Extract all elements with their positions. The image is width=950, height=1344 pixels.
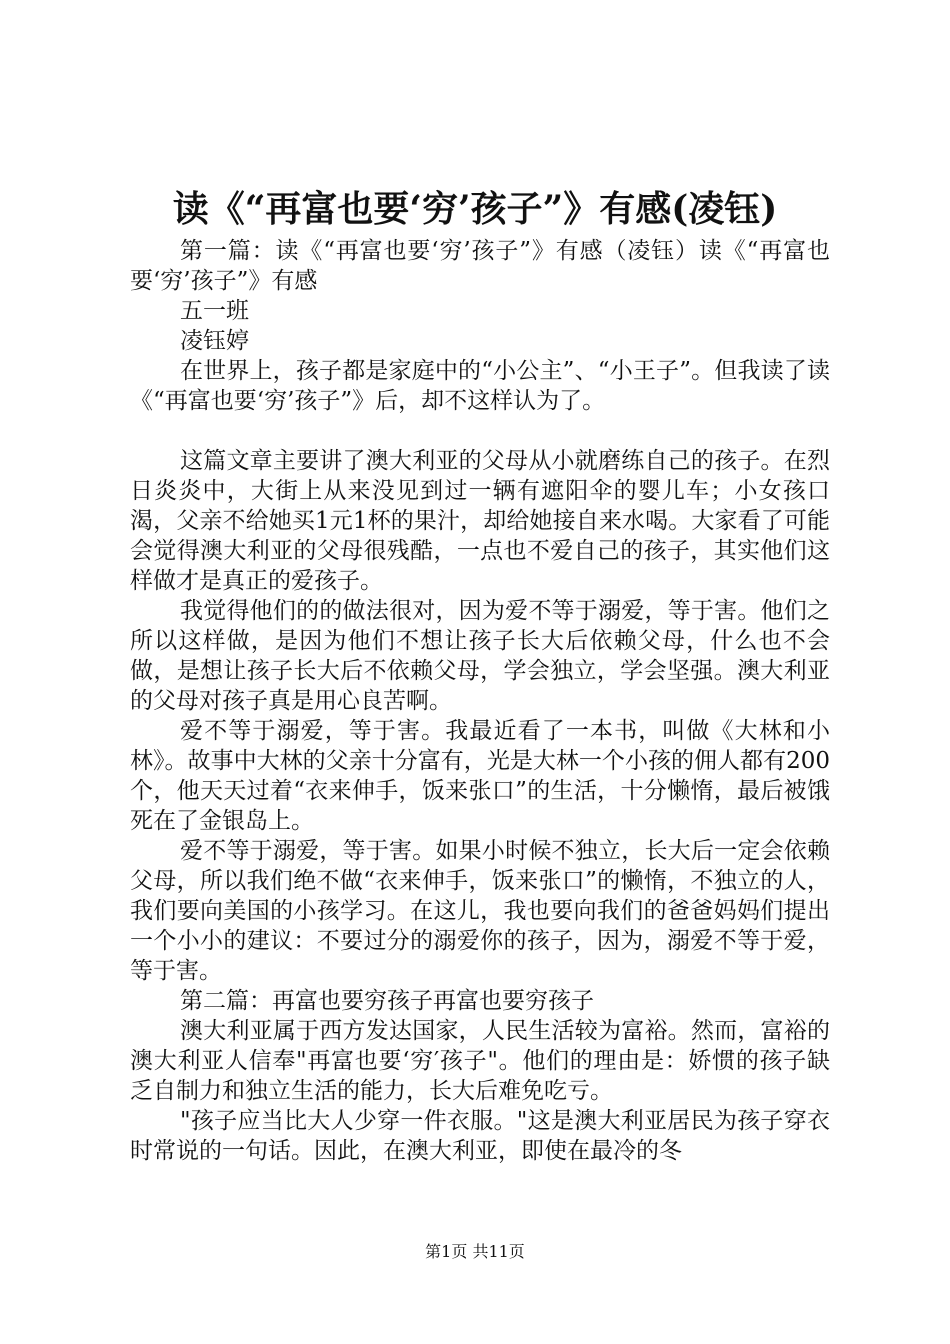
paragraph: 爱不等于溺爱，等于害。我最近看了一本书，叫做《大林和小林》。故事中大林的父亲十分富有，光是大林一个小孩的佣人都有200个，他天天过着“衣来伸手，饭来张口”的生活，十分懒惰，最后被饿死在了金银岛上。 (130, 718, 830, 834)
paragraph-blank (130, 416, 830, 446)
paragraph-heading-2: 第二篇：再富也要穷孩子再富也要穷孩子 (180, 988, 594, 1014)
page-footer: 第1页 共11页 (425, 1242, 525, 1261)
document-body (130, 236, 830, 1166)
document-title: 读《“再富也要‘穷’孩子”》有感(凌钰) (172, 188, 778, 230)
paragraph-author: 凌钰婷 (180, 328, 249, 354)
paragraph: 在世界上，孩子都是家庭中的“小公主”、“小王子”。但我读了读《“再富也要‘穷’孩子”》后，却不这样认为了。 (130, 358, 830, 414)
paragraph-class: 五一班 (180, 298, 249, 324)
paragraph: 澳大利亚属于西方发达国家，人民生活较为富裕。然而，富裕的澳大利亚人信奉"再富也要‘穷′孩子"。他们的理由是：娇惯的孩子缺乏自制力和独立生活的能力，长大后难免吃亏。 (130, 1018, 830, 1104)
paragraph: 爱不等于溺爱，等于害。如果小时候不独立，长大后一定会依赖父母，所以我们绝不做“衣来伸手，饭来张口”的懒惰，不独立的人，我们要向美国的小孩学习。在这儿，我也要向我们的爸爸妈妈们提出一个小小的建议：不要过分的溺爱你的孩子，因为，溺爱不等于爱，等于害。 (130, 838, 830, 984)
paragraph: 我觉得他们的的做法很对，因为爱不等于溺爱，等于害。他们之所以这样做，是因为他们不想让孩子长大后依赖父母，什么也不会做，是想让孩子长大后不依赖父母，学会独立，学会坚强。澳大利亚的父母对孩子真是用心良苦啊。 (130, 598, 830, 714)
paragraph: 这篇文章主要讲了澳大利亚的父母从小就磨练自己的孩子。在烈日炎炎中，大街上从来没见到过一辆有遮阳伞的婴儿车；小女孩口渴，父亲不给她买1元1杯的果汁，却给她接自来水喝。大家看了可能会觉得澳大利亚的父母很残酷，一点也不爱自己的孩子，其实他们这样做才是真正的爱孩子。 (130, 448, 830, 594)
paragraph-heading-1: 第一篇：读《“再富也要‘穷’孩子”》有感（凌钰）读《“再富也要‘穷’孩子”》有感 (130, 238, 830, 294)
paragraph: "孩子应当比大人少穿一件衣服。"这是澳大利亚居民为孩子穿衣时常说的一句话。因此，在澳大利亚，即使在最冷的冬 (130, 1108, 830, 1164)
